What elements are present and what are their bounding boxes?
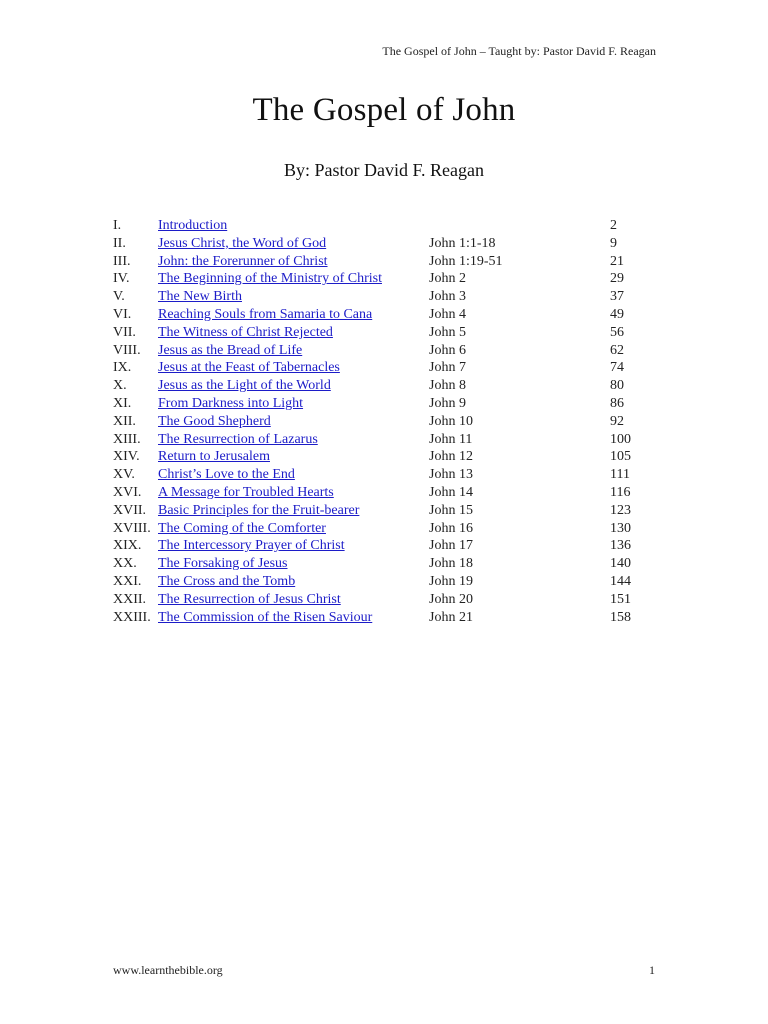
toc-scripture-ref: John 10: [429, 413, 473, 429]
toc-title-link[interactable]: Reaching Souls from Samaria to Cana: [158, 306, 373, 322]
toc-page-number: 74: [610, 360, 624, 376]
toc-page-number: 123: [610, 502, 631, 518]
toc-page-number: 86: [610, 395, 624, 411]
running-header: The Gospel of John – Taught by: Pastor David F. Reagan: [382, 44, 656, 58]
toc-title-link[interactable]: Jesus as the Bread of Life: [158, 342, 303, 358]
footer-page-number: 1: [649, 963, 655, 977]
toc-scripture-ref: John 16: [429, 520, 473, 536]
toc-row: [113, 609, 673, 627]
toc-title-link[interactable]: The Beginning of the Ministry of Christ: [158, 271, 382, 287]
toc-number: XXII.: [113, 591, 147, 607]
toc-page-number: 37: [610, 289, 624, 305]
toc-number: XIII.: [113, 431, 141, 447]
toc-number: XIV.: [113, 449, 140, 465]
toc-row: [113, 270, 673, 288]
toc-row: [113, 484, 673, 502]
toc-scripture-ref: John 5: [429, 324, 466, 340]
toc-page-number: 80: [610, 378, 624, 394]
toc-page-number: 100: [610, 431, 631, 447]
toc-title-link[interactable]: The Commission of the Risen Saviour: [158, 609, 373, 625]
toc-row: [113, 431, 673, 449]
toc-scripture-ref: John 2: [429, 271, 466, 287]
toc-scripture-ref: John 8: [429, 378, 466, 394]
toc-number: IX.: [113, 360, 132, 376]
toc-row: [113, 413, 673, 431]
toc-number: II.: [113, 235, 126, 251]
author-byline: By: Pastor David F. Reagan: [283, 160, 485, 180]
toc-title-link[interactable]: The Coming of the Comforter: [158, 520, 326, 536]
toc-page-number: 9: [610, 235, 617, 251]
toc-scripture-ref: John 6: [429, 342, 466, 358]
toc-row: [113, 235, 673, 253]
toc-number: XII.: [113, 413, 136, 429]
toc-number: XVIII.: [113, 520, 151, 536]
toc-number: X.: [113, 378, 127, 394]
toc-scripture-ref: John 3: [429, 289, 466, 305]
toc-row: [113, 502, 673, 520]
toc-page-number: 21: [610, 253, 624, 269]
toc-row: [113, 288, 673, 306]
toc-page-number: 111: [610, 467, 630, 483]
toc-number: XI.: [113, 395, 132, 411]
toc-number: XV.: [113, 467, 135, 483]
toc-number: VII.: [113, 324, 136, 340]
toc-row: [113, 448, 673, 466]
toc-scripture-ref: John 1:19-51: [429, 253, 503, 269]
toc-number: V.: [113, 289, 125, 305]
toc-title-link[interactable]: The Cross and the Tomb: [158, 573, 296, 589]
toc-title-link[interactable]: The Resurrection of Jesus Christ: [158, 591, 341, 607]
toc-scripture-ref: John 14: [429, 484, 473, 500]
toc-scripture-ref: John 13: [429, 467, 473, 483]
toc-row: [113, 555, 673, 573]
toc-page-number: 92: [610, 413, 624, 429]
toc-scripture-ref: John 15: [429, 502, 473, 518]
toc-row: [113, 324, 673, 342]
toc-title-link[interactable]: The Intercessory Prayer of Christ: [158, 538, 345, 554]
toc-number: XIX.: [113, 538, 142, 554]
toc-title-link[interactable]: From Darkness into Light: [158, 395, 304, 411]
toc-title-link[interactable]: Introduction: [158, 218, 228, 233]
toc-title-link[interactable]: John: the Forerunner of Christ: [158, 253, 328, 269]
toc-row: [113, 217, 673, 235]
toc-number: VIII.: [113, 342, 141, 358]
toc-row: [113, 253, 673, 271]
toc-page-number: 49: [610, 306, 624, 322]
toc-row: [113, 591, 673, 609]
toc-row: [113, 377, 673, 395]
toc-number: XVII.: [113, 502, 147, 518]
toc-row: [113, 466, 673, 484]
toc-scripture-ref: John 9: [429, 395, 466, 411]
toc-title-link[interactable]: Christ’s Love to the End: [158, 467, 295, 483]
toc-number: III.: [113, 253, 131, 269]
toc-number: IV.: [113, 271, 130, 287]
toc-title-link[interactable]: The Witness of Christ Rejected: [158, 324, 333, 340]
toc-scripture-ref: John 7: [429, 360, 466, 376]
toc-row: [113, 342, 673, 360]
toc-title-link[interactable]: Basic Principles for the Fruit-bearer: [158, 502, 360, 518]
toc-scripture-ref: John 11: [429, 431, 473, 447]
table-of-contents: [113, 217, 673, 626]
toc-number: XVI.: [113, 484, 142, 500]
toc-scripture-ref: John 18: [429, 556, 473, 572]
toc-number: VI.: [113, 306, 132, 322]
toc-scripture-ref: John 4: [429, 306, 466, 322]
toc-number: I.: [113, 218, 122, 233]
toc-row: [113, 573, 673, 591]
toc-number: XX.: [113, 556, 137, 572]
toc-title-link[interactable]: The Good Shepherd: [158, 413, 271, 429]
toc-title-link[interactable]: A Message for Troubled Hearts: [158, 484, 334, 500]
toc-page-number: 130: [610, 520, 631, 536]
toc-row: [113, 306, 673, 324]
toc-page-number: 140: [610, 556, 631, 572]
toc-scripture-ref: John 21: [429, 609, 473, 625]
toc-row: [113, 359, 673, 377]
toc-page-number: 136: [610, 538, 631, 554]
toc-number: XXIII.: [113, 609, 151, 625]
toc-row: [113, 537, 673, 555]
toc-title-link[interactable]: The New Birth: [158, 289, 242, 305]
toc-page-number: 29: [610, 271, 624, 287]
toc-title-link[interactable]: The Resurrection of Lazarus: [158, 431, 318, 447]
toc-page-number: 116: [610, 484, 631, 500]
toc-page-number: 62: [610, 342, 624, 358]
toc-page-number: 158: [610, 609, 631, 625]
toc-title-link[interactable]: The Forsaking of Jesus: [158, 556, 288, 572]
document-title: The Gospel of John: [252, 92, 516, 128]
toc-scripture-ref: John 20: [429, 591, 473, 607]
toc-page-number: 105: [610, 449, 631, 465]
footer-url: www.learnthebible.org: [113, 963, 223, 977]
toc-row: [113, 395, 673, 413]
toc-page-number: 151: [610, 591, 631, 607]
toc-row: [113, 520, 673, 538]
toc-page-number: 2: [610, 218, 617, 233]
toc-title-link[interactable]: Jesus at the Feast of Tabernacles: [158, 360, 340, 376]
toc-title-link[interactable]: Return to Jerusalem: [158, 449, 270, 465]
toc-scripture-ref: John 17: [429, 538, 473, 554]
toc-scripture-ref: John 1:1-18: [429, 235, 496, 251]
toc-page-number: 144: [610, 573, 631, 589]
toc-title-link[interactable]: Jesus Christ, the Word of God: [158, 235, 327, 251]
toc-title-link[interactable]: Jesus as the Light of the World: [158, 378, 331, 394]
toc-scripture-ref: John 19: [429, 573, 473, 589]
toc-number: XXI.: [113, 573, 142, 589]
toc-page-number: 56: [610, 324, 624, 340]
toc-scripture-ref: John 12: [429, 449, 473, 465]
